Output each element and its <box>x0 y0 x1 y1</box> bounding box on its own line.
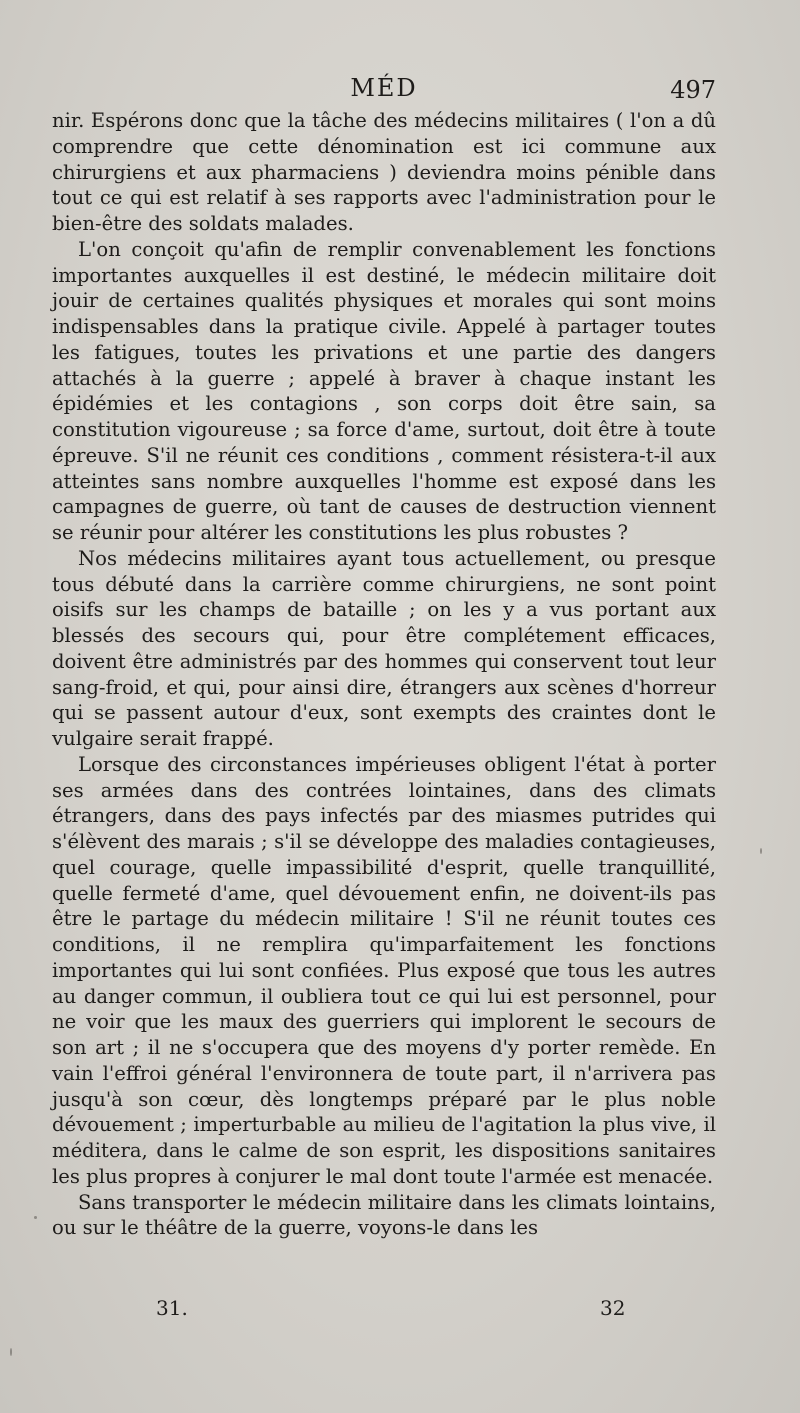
paragraph: L'on conçoit qu'afin de remplir convenablement les fonctions importantes auxquelles il est destiné, le médecin militaire doit jouir de certaines qualités physiques et morales qui sont moins indispensables dans la pratique civile. Appelé à partager toutes les fatigues, toutes les privations et une partie des dangers attachés à la guerre ; appelé à braver à chaque instant les épidémies et les contagions , son corps doit être sain, sa constitution vigoureuse ; sa force d'ame, surtout, doit être à toute épreuve. S'il ne réunit ces conditions , comment résistera-t-il aux atteintes sans nombre auxquelles l'homme est exposé dans les campagnes de guerre, où tant de causes de destruction viennent se réunir pour altérer les constitutions les plus robustes ? <box>52 237 716 544</box>
paper-speck <box>10 1348 12 1356</box>
page-number: 497 <box>670 76 716 104</box>
paper-speck <box>34 1216 37 1219</box>
running-head <box>52 74 716 108</box>
paragraph: Sans transporter le médecin militaire dans les climats lointains, ou sur le théâtre de la guerre, voyons-le dans les <box>52 1190 716 1240</box>
running-head-title: MÉD <box>350 74 418 102</box>
body-text <box>52 108 716 1241</box>
signature-mark-left: 31. <box>156 1296 188 1320</box>
paragraph: nir. Espérons donc que la tâche des médecins militaires ( l'on a dû comprendre que cette dénomination est ici commune aux chirurgiens et aux pharmaciens ) deviendra moins pénible dans tout ce qui est relatif à ses rapports avec l'administration pour le bien-être des soldats malades. <box>52 109 716 235</box>
paragraph: Lorsque des circonstances impérieuses obligent l'état à porter ses armées dans des contrées lointaines, dans des climats étrangers, dans des pays infectés par des miasmes putrides qui s'élèvent des marais ; s'il se développe des maladies contagieuses, quel courage, quelle impassibilité d'esprit, quelle tranquillité, quelle fermeté d'ame, quel dévouement enfin, ne doivent-ils pas être le partage du médecin militaire ! S'il ne réunit toutes ces conditions, il ne remplira qu'imparfaitement les fonctions importantes qui lui sont confiées. Plus exposé que tous les autres au danger commun, il oubliera tout ce qui lui est personnel, pour ne voir que les maux des guerriers qui implorent le secours de son art ; il ne s'occupera que des moyens d'y porter remède. En vain l'effroi général l'environnera de toute part, il n'arrivera pas jusqu'à son cœur, dès longtemps préparé par le plus noble dévouement ; imperturbable au milieu de l'agitation la plus vive, il méditera, dans le calme de son esprit, les dispositions sanitaires les plus propres à conjurer le mal dont toute l'armée est menacée. <box>52 752 716 1188</box>
signature-marks <box>52 1296 716 1326</box>
paragraph: Nos médecins militaires ayant tous actuellement, ou presque tous débuté dans la carrière comme chirurgiens, ne sont point oisifs sur les champs de bataille ; on les y a vus portant aux blessés des secours qui, pour être complétement efficaces, doivent être administrés par des hommes qui conservent tout leur sang-froid, et qui, pour ainsi dire, étrangers aux scènes d'horreur qui se passent autour d'eux, sont exempts des craintes dont le vulgaire serait frappé. <box>52 546 716 750</box>
paper-speck <box>760 848 762 854</box>
signature-mark-right: 32 <box>600 1296 626 1320</box>
